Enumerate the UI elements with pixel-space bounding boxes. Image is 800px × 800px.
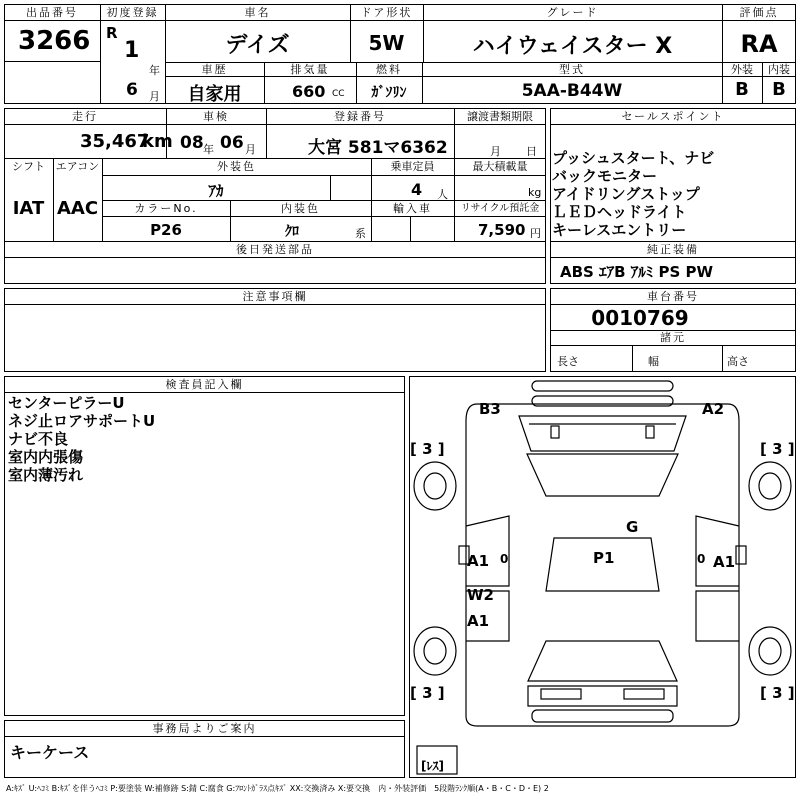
score-label: 評価点 <box>739 6 779 19</box>
reg-year: 1 <box>124 38 140 63</box>
sales-point: プッシュスタート、ナビ <box>552 149 715 167</box>
inspection-month: 06 <box>220 133 244 153</box>
inspector-note: ネジ止ロアサポートU <box>8 412 156 430</box>
spare-tire: [ﾚｽ] <box>421 759 444 773</box>
later-parts-label: 後日発送部品 <box>236 243 314 256</box>
plate-label: 登録番号 <box>334 110 386 123</box>
inspector-note: 室内薄汚れ <box>8 466 84 484</box>
transfer-label: 譲渡書類期限 <box>467 110 533 123</box>
inspector-notes <box>8 394 155 484</box>
door-label: ドア形状 <box>360 6 413 19</box>
divider <box>4 257 546 258</box>
int-label: 内装 <box>768 63 790 76</box>
equipment-label: 純正装備 <box>647 243 699 256</box>
color-no-label: カラーNo. <box>134 202 198 215</box>
damage-a2: A2 <box>702 400 725 418</box>
damage-a1-right: A1 <box>713 553 736 571</box>
fuel: ｶﾞｿﾘﾝ <box>371 85 407 101</box>
cc-unit: CC <box>332 89 345 99</box>
year-unit: 年 <box>149 64 160 77</box>
height-label: 高さ <box>727 355 749 368</box>
car-name-label: 車名 <box>244 6 271 19</box>
divider <box>4 304 546 305</box>
grade-label: グレード <box>546 6 599 19</box>
mark-zero: 0 <box>697 552 706 566</box>
recycle-unit: 円 <box>530 227 541 240</box>
reg-month: 6 <box>126 80 138 100</box>
mileage-label: 走行 <box>72 110 98 123</box>
shift-label: シフト <box>12 160 45 173</box>
divider <box>4 241 546 242</box>
history-label: 車歴 <box>201 63 228 76</box>
recycle-fee: 7,590 <box>478 221 526 239</box>
damage-a1-left: A1 <box>467 552 490 570</box>
plate-number: 大宮 581マ6362 <box>308 138 448 158</box>
ext-label: 外装 <box>731 63 753 76</box>
capacity-unit: 人 <box>437 188 448 201</box>
inspection-label: 車検 <box>203 110 229 123</box>
fuel-label: 燃料 <box>376 63 402 76</box>
legend: A:ｷｽﾞ U:ﾍｺﾐ B:ｷｽﾞを伴うﾍｺﾐ P:要塗装 W:補修跡 S:錆 C:腐食 G:ﾌﾛﾝﾄｶﾞﾗｽ点ｷｽﾞ XX:交換済み X:要交換 内・外装評価 5段階ﾗﾝｸ順(A・B・C・D・E) 2 <box>6 784 549 793</box>
first-reg-label: 初度登録 <box>106 6 159 19</box>
color-no: P26 <box>150 221 182 239</box>
divider <box>550 124 796 125</box>
sales-point: バックモニター <box>552 167 658 185</box>
divider <box>550 345 796 346</box>
sales-points-label: セールスポイント <box>621 110 725 123</box>
shift: IAT <box>12 198 45 219</box>
interior-color-unit: 系 <box>355 227 366 240</box>
divider <box>550 257 796 258</box>
inspection-month-unit: 月 <box>245 143 256 156</box>
history: 自家用 <box>187 84 242 105</box>
door-type: 5W <box>368 31 405 55</box>
divider <box>4 736 405 737</box>
damage-g: G <box>626 518 639 536</box>
sales-points-list <box>552 149 714 239</box>
month-unit: 月 <box>149 90 160 103</box>
grade: ハイウェイスター X <box>472 34 673 59</box>
ac: AAC <box>56 198 99 219</box>
sales-point: キーレスエントリー <box>552 221 687 239</box>
int-grade: B <box>772 79 786 100</box>
inspector-note: 室内内張傷 <box>8 448 84 466</box>
chassis-number: 0010769 <box>591 306 689 330</box>
capacity: 4 <box>411 180 423 199</box>
inspector-note: ナビ不良 <box>8 430 69 448</box>
chassis-label: 車台番号 <box>647 290 699 303</box>
interior-color-label: 内装色 <box>281 202 320 215</box>
lot-number: 3266 <box>18 26 91 56</box>
damage-w2: W2 <box>467 586 494 604</box>
divider <box>165 76 722 77</box>
inspector-label: 検査員記入欄 <box>165 378 244 391</box>
office-note: キーケース <box>10 743 90 762</box>
import-label: 輸入車 <box>393 202 432 215</box>
mileage: 35,467 <box>80 131 150 152</box>
divider <box>4 158 546 159</box>
divider <box>722 76 796 77</box>
load-label: 最大積載量 <box>472 160 528 173</box>
ac-label: エアコン <box>55 160 100 173</box>
mark-zero: 0 <box>500 552 509 566</box>
lot-label: 出品番号 <box>26 6 78 19</box>
transfer-month-unit: 月 <box>490 145 501 158</box>
sales-point: アイドリングストップ <box>552 185 700 203</box>
damage-b3: B3 <box>479 400 501 418</box>
color-label: 外装色 <box>217 160 256 173</box>
divider <box>100 4 101 104</box>
capacity-label: 乗車定員 <box>390 160 435 173</box>
equipment-items: ABS ｴｱB ｱﾙﾐ PS PW <box>560 263 714 281</box>
divider <box>632 345 633 372</box>
inspection-year-unit: 年 <box>203 143 214 156</box>
model-label: 型式 <box>559 63 585 76</box>
divider <box>4 61 101 62</box>
divider <box>722 345 723 372</box>
inspector-note: センターピラーU <box>8 394 125 412</box>
damage-a1-left-lower: A1 <box>467 612 490 630</box>
tire-rear-right: [ 3 ] <box>760 684 795 702</box>
divider <box>4 124 546 125</box>
width-label: 幅 <box>648 355 659 368</box>
damage-p1: P1 <box>593 549 615 567</box>
divider <box>550 304 796 305</box>
tire-front-left: [ 3 ] <box>410 440 445 458</box>
displacement: 660 <box>292 82 326 101</box>
caution-label: 注意事項欄 <box>242 290 308 303</box>
divider <box>410 216 411 241</box>
divider <box>550 241 796 242</box>
km-unit: km <box>142 131 173 152</box>
recycle-label: リサイクル預託金 <box>460 203 540 214</box>
car-name: デイズ <box>225 33 290 58</box>
model: 5AA-B44W <box>521 81 623 101</box>
inspection-year: 08 <box>180 133 204 153</box>
office-label: 事務局よりご案内 <box>152 722 257 735</box>
sales-point: ＬＥＤヘッドライト <box>552 203 687 221</box>
interior-color: ｸﾛ <box>285 224 299 240</box>
tire-rear-left: [ 3 ] <box>410 684 445 702</box>
car-diagram <box>409 376 796 778</box>
divider <box>4 392 405 393</box>
displacement-label: 排気量 <box>290 63 330 76</box>
ext-grade: B <box>735 79 749 100</box>
tire-front-right: [ 3 ] <box>760 440 795 458</box>
divider <box>102 216 546 217</box>
era: R <box>106 24 118 42</box>
spec-label: 諸元 <box>660 331 686 344</box>
exterior-color: ｱｶ <box>208 182 224 200</box>
divider <box>330 175 331 200</box>
transfer-day-unit: 日 <box>526 145 537 158</box>
load-unit: kg <box>528 186 542 199</box>
divider <box>102 175 546 176</box>
divider <box>4 20 796 21</box>
length-label: 長さ <box>557 355 579 368</box>
score: RA <box>740 30 778 58</box>
